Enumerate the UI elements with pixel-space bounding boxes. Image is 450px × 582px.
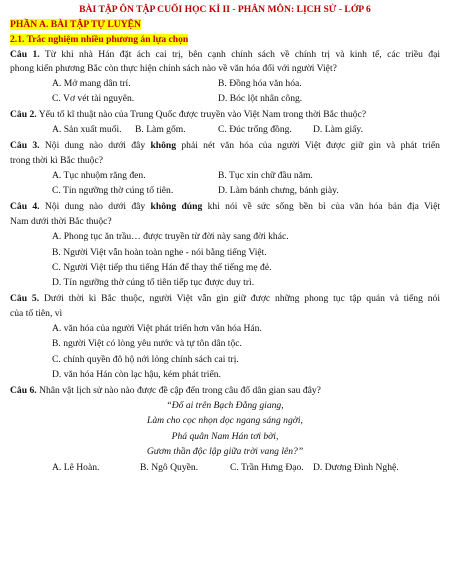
poem-line-3: Phá quân Nam Hán tơi bời, (171, 431, 279, 442)
question-1-line-2: phong kiến phương Bắc còn thực hiện chính sách nào về văn hóa đối với người Việt? (10, 63, 337, 74)
question-2-line (10, 109, 366, 121)
question-5-option-d: D. văn hóa Hán còn lạc hậu, kém phát triển. (52, 369, 221, 380)
question-5-text: Dưới thời kì Bắc thuộc, người Việt vẫn gìn giữ được những phong tục tập quán và tiếng nói (44, 293, 441, 304)
question-1-number: Câu 1. (10, 49, 40, 60)
question-2-option-c: C. Đúc trống đồng. (218, 124, 292, 135)
question-6-option-b: B. Ngô Quyền. (140, 462, 199, 473)
question-3-text-pre: Nội dung nào dưới đây (44, 140, 146, 151)
question-2-text: Yếu tố kĩ thuật nào của Trung Quốc được truyền vào Việt Nam trong thời Bắc thuộc? (38, 109, 367, 120)
question-1-option-a: A. Mở mang dân trí. (52, 78, 131, 89)
section-a-label: PHẦN A. BÀI TẬP TỰ LUYỆN (10, 19, 141, 30)
poem-line-4: Gươm thần độc lập giữa trời vang lên?” (146, 446, 304, 457)
question-4-option-c: C. Người Việt tiếp thu tiếng Hán để thay thế tiếng mẹ đẻ. (52, 262, 272, 273)
question-2-option-d: D. Làm giấy. (313, 124, 363, 135)
question-5-line-1 (10, 293, 440, 305)
poem-line-1: “Đố ai trên Bạch Đằng giang, (166, 400, 284, 411)
question-3-line-2: trong thời kì Bắc thuộc? (10, 155, 103, 166)
section-21-heading (10, 34, 188, 46)
question-5-option-a: A. văn hóa của người Việt phát triển hơn văn hóa Hán. (52, 323, 262, 334)
question-1-option-c: C. Vơ vét tài nguyên. (52, 93, 135, 104)
question-6-option-a: A. Lê Hoàn. (52, 462, 100, 473)
question-3-option-b: B. Tục xin chữ đầu năm. (218, 170, 313, 181)
question-6-line (10, 385, 321, 397)
question-5-option-c: C. chính quyền đô hộ nới lỏng chính sách cai trị. (52, 354, 239, 365)
question-3-line-1 (10, 140, 440, 152)
question-5-option-b: B. người Việt có lòng yêu nước và tự tôn dân tộc. (52, 338, 242, 349)
question-3-text-post: phải nét văn hóa của người Việt được giữ gìn và phát triển (181, 140, 440, 151)
section-a-heading (10, 19, 141, 31)
question-3-option-c: C. Tín ngưỡng thờ cúng tổ tiên. (52, 185, 174, 196)
question-3-number: Câu 3. (10, 140, 40, 151)
question-4-option-b: B. Người Việt vẫn hoàn toàn nghe - nói bằng tiếng Việt. (52, 247, 267, 258)
question-4-text-post: khi nói về sức sống bền bỉ của văn hóa bản địa Việt (207, 201, 440, 212)
question-1-option-d: D. Bóc lột nhân công. (218, 93, 303, 104)
question-4-option-a: A. Phong tục ăn trầu… được truyền từ đời này sang đời khác. (52, 231, 289, 242)
question-3-option-d: D. Làm bánh chưng, bánh giày. (218, 185, 339, 196)
document-title: BÀI TẬP ÔN TẬP CUỐI HỌC KÌ II - PHÂN MÔN: LỊCH SỬ - LỚP 6 (79, 4, 371, 15)
question-4-line-1 (10, 201, 440, 213)
question-5-number: Câu 5. (10, 293, 40, 304)
question-2-option-b: B. Làm gốm. (135, 124, 186, 135)
question-5-line-2: của tổ tiên, vì (10, 308, 63, 319)
question-6-text: Nhân vật lịch sử nào nào được đề cập đến trong câu đố dân gian sau đây? (39, 385, 321, 396)
question-3-text-bold: không (150, 140, 177, 151)
question-6-number: Câu 6. (10, 385, 37, 396)
question-2-option-a: A. Sản xuất muối. (52, 124, 122, 135)
section-21-label: 2.1. Trắc nghiệm nhiều phương án lựa chọn (10, 34, 189, 45)
question-4-text-pre: Nội dung nào dưới đây (44, 201, 146, 212)
question-6-option-c: C. Trần Hưng Đạo. (230, 462, 304, 473)
poem-line-2: Làm cho cọc nhọn dọc ngang sáng ngời, (147, 415, 303, 426)
question-1-text: Từ khi nhà Hán đặt ách cai trị, bên cạnh chính sách về chính trị và kinh tế, các triều đại (44, 49, 440, 60)
question-2-number: Câu 2. (10, 109, 37, 120)
question-6-option-d: D. Dương Đình Nghệ. (313, 462, 399, 473)
question-4-line-2: Nam dưới thời Bắc thuộc? (10, 216, 112, 227)
question-1-line-1 (10, 49, 440, 61)
question-4-option-d: D. Tín ngưỡng thờ cúng tổ tiên tiếp tục được duy trì. (52, 277, 255, 288)
question-4-number: Câu 4. (10, 201, 40, 212)
question-1-option-b: B. Đồng hóa văn hóa. (218, 78, 302, 89)
question-3-option-a: A. Tục nhuộm răng đen. (52, 170, 146, 181)
question-4-text-bold: không đúng (150, 201, 203, 212)
